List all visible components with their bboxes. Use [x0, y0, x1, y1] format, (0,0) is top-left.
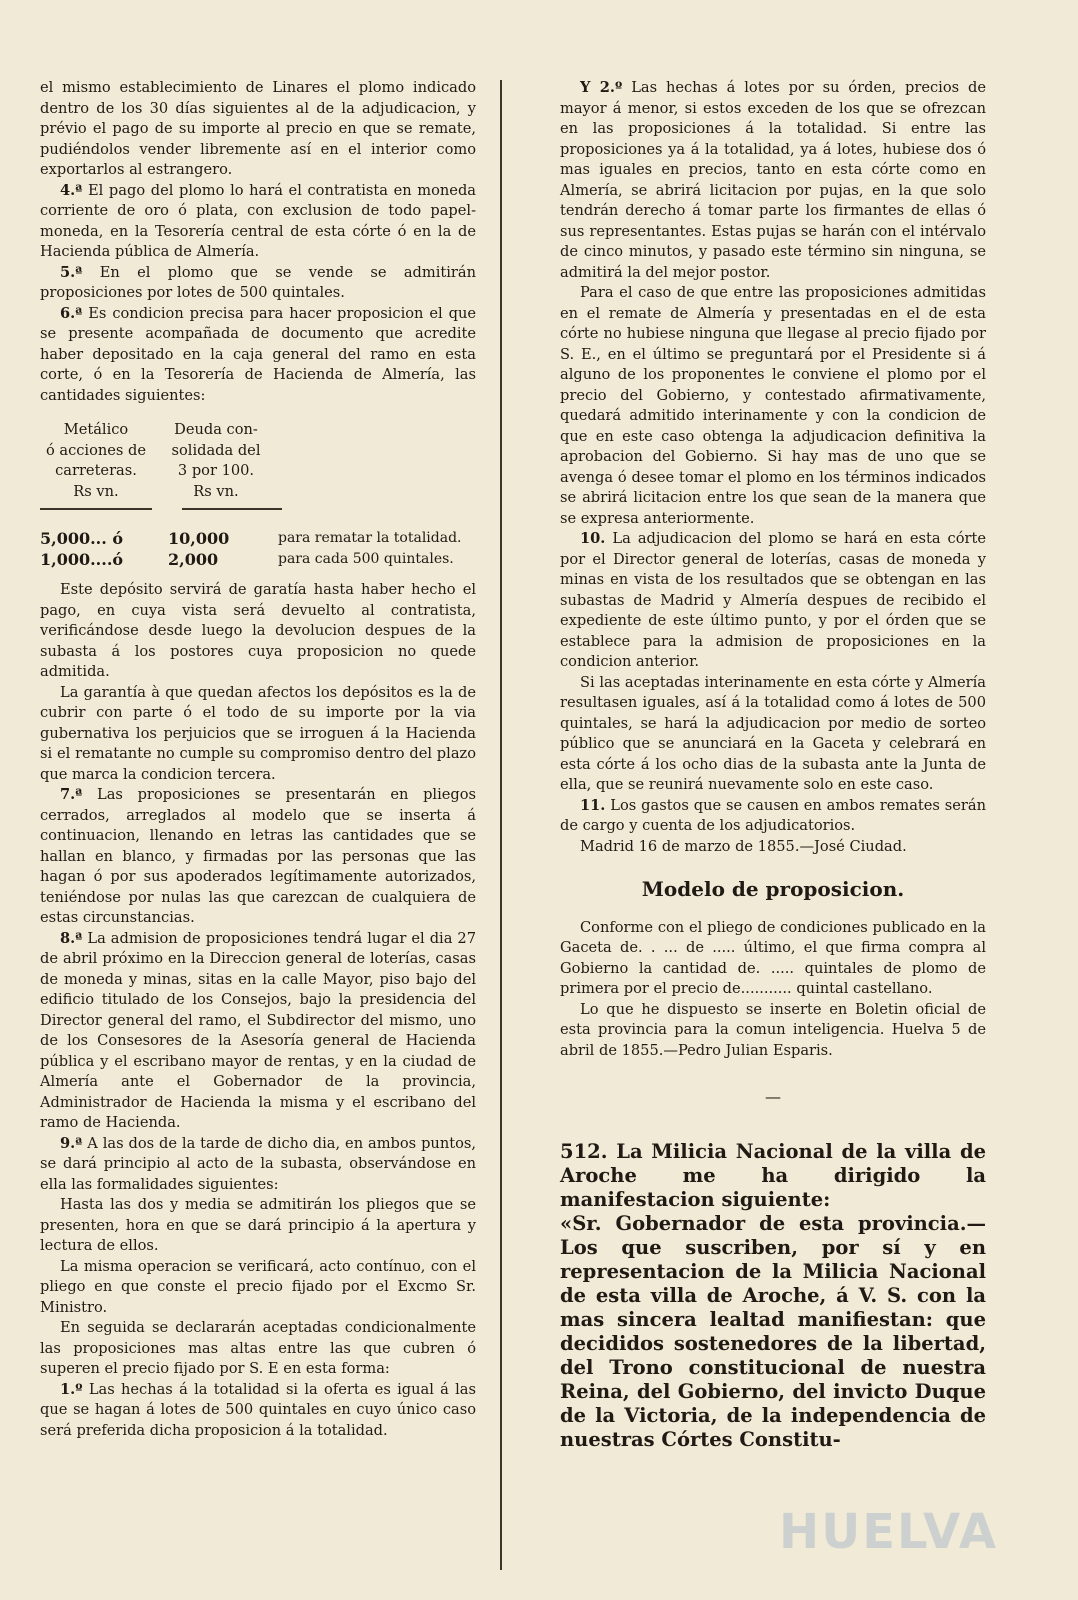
item-1 [40, 1380, 476, 1442]
deposit-header-line: Deuda con- [174, 421, 258, 438]
deposit-paragraph: Este depósito servirá de garatía hasta haber hecho el pago, en cuya vista será devuelto al contratista, verificándose desde luego la devolucion despues de la subasta á los postores cuya proposicion no quede admitida. [40, 581, 476, 680]
condition-5 [40, 263, 476, 304]
condition-8-text: La admision de proposiciones tendrá lugar el dia 27 de abril próximo en la Direccion general de loterías, casas de moneda y minas, sitas en la calle Mayor, piso bajo del edificio titulado de los Consejos, bajo la presidencia del Director general del ramo, el Subdirector del mismo, uno de los Consesores de la Asesoría general de Hacienda pública y el escribano mayor de rentas, y en la ciudad de Almería ante el Gobernador de la provincia, Administrador de Hacienda la misma y el escribano del ramo de Hacienda. [40, 929, 476, 1131]
item-2-text: Las hechas á lotes por su órden, precios de mayor á menor, si estos exceden de los que se ofrezcan en las proposiciones á la totalidad. Si entre las proposiciones ya á la totalidad, ya á lotes, hubiese dos ó mas iguales en precios, tanto en esta córte como en Almería, se abrirá licitacion por pujas, en la que solo tendrán derecho á tomar parte los firmantes de ellas ó sus representantes. Estas pujas se harán con el intérvalo de cinco minutos, y pasado este término sin ninguna, se admitirá la del mejor postor. [560, 79, 986, 281]
dispuesto-paragraph: Lo que he dispuesto se inserte en Boletin oficial de esta provincia para la comun inteligencia. Huelva 5 de abril de 1855.—Pedro Julian Esparis. [560, 1000, 986, 1059]
deposit-header-line: Metálico [63, 421, 129, 438]
hasta-paragraph: Hasta las dos y media se admitirán los pliegos que se presenten, hora en que se dará principio á la apertura y lectura de ellos. [40, 1196, 476, 1254]
deposit-header-metalico [40, 420, 152, 502]
amount-purpose: para rematar la totalidad. [278, 530, 462, 546]
condition-6-text: Es condicion precisa para hacer proposicion el que se presente acompañada de documento que acredite haber depositado en la caja general del ramo en esta corte, ó en la Tesorería de Hacienda de Almería, las cantidades siguientes: [40, 304, 476, 404]
left-column [40, 78, 476, 1441]
condition-11-text: Los gastos que se causen en ambos remates serán de cargo y cuenta de los adjudicatorios. [560, 796, 986, 834]
amount-metalico: 1,000....ó [40, 550, 124, 569]
amount-deuda: 10,000 [168, 529, 230, 548]
right-column [560, 78, 986, 1452]
milicia-section [560, 1140, 986, 1452]
condition-10 [560, 529, 986, 673]
misma-paragraph: La misma operacion se verificará, acto contínuo, con el pliego en que conste el precio fijado por el Excmo Sr. Ministro. [40, 1257, 476, 1316]
deposit-amounts [40, 528, 476, 570]
condition-8-number: 8.ª [60, 929, 83, 947]
condition-5-number: 5.ª [60, 263, 83, 281]
rule-line [182, 508, 282, 510]
amount-deuda: 2,000 [168, 550, 219, 569]
condition-7-number: 7.ª [60, 786, 83, 803]
deposit-table [40, 420, 476, 502]
aceptadas-paragraph: Si las aceptadas interinamente en esta córte y Almería resultasen iguales, así á la totalidad como á lotes de 500 quintales, se hará la adjudicacion por medio de sorteo público que se anunciará en la Gaceta y celebrará en esta córte á los ocho dias de la subasta ante la Junta de ella, que se reunirá nuevamente solo en este caso. [560, 673, 986, 793]
deposit-header-deuda [166, 420, 266, 502]
separator-dash: — [765, 1087, 781, 1106]
condition-4-number: 4.ª [60, 181, 83, 199]
amount-row [40, 549, 476, 570]
archive-watermark: HUELVA [779, 1504, 998, 1560]
deposit-rules [40, 508, 476, 510]
amount-metalico: 5,000... ó [40, 529, 124, 548]
condition-6 [40, 304, 476, 407]
item-1-number: 1.º [60, 1380, 83, 1398]
condition-4-text: El pago del plomo lo hará el contratista en moneda corriente de oro ó plata, con exclusion de todo papel-moneda, en la Tesorería central de esta córte ó en la de Hacienda pública de Almería. [40, 181, 476, 260]
madrid-signature: Madrid 16 de marzo de 1855.—José Ciudad. [580, 837, 907, 855]
sr-gobernador-paragraph: «Sr. Gobernador de esta provincia.— Los que suscriben, por sí y en representacion de la Milicia Nacional de esta villa de Aroche, á V. S. con la mas sincera lealtad manifiestan: que decididos sostenedores de la libertad, del Trono constitucional de nuestra Reina, del Gobierno, del invicto Duque de la Victoria, de la independencia de nuestras Córtes Constitu- [560, 1211, 986, 1451]
deposit-header-line: Rs vn. [73, 482, 119, 500]
deposit-header-line: solidada del [171, 441, 261, 459]
condition-9 [40, 1134, 476, 1196]
seguida-paragraph: En seguida se declararán aceptadas condicionalmente las proposiciones mas altas entre las que cubren ó superen el precio fijado por S. E en esta forma: [40, 1319, 476, 1377]
item-2 [560, 78, 986, 283]
deposit-header-line: 3 por 100. [177, 462, 255, 479]
intro-paragraph: el mismo establecimiento de Linares el plomo indicado dentro de los 30 días siguientes al de la adjudicacion, y prévio el pago de su importe al precio en que se remate, pudiéndolos vender libremente así en el interior como exportarlos al estrangero. [40, 79, 476, 178]
column-divider [500, 80, 502, 1570]
notice-512: 512. La Milicia Nacional de la villa de Aroche me ha dirigido la manifestacion siguiente: [560, 1139, 986, 1211]
condition-10-text: La adjudicacion del plomo se hará en esta córte por el Director general de loterías, casas de moneda y minas en vista de los resultados que se obtengan en las subastas de Madrid y Almería despues de recibido el expediente de este último punto, y por el órden que se establece para la admision de proposiciones en la condicion anterior. [560, 530, 986, 670]
condition-9-text: A las dos de la tarde de dicho dia, en ambos puntos, se dará principio al acto de la subasta, observándose en ella las formalidades siguientes: [40, 1134, 476, 1193]
deposit-header-line: carreteras. [55, 462, 137, 479]
caso-paragraph: Para el caso de que entre las proposiciones admitidas en el remate de Almería y presentadas en el de esta córte no hubiese ninguna que llegase al precio fijado por S. E., en el último se preguntará por el Presidente si á alguno de los proponentes le conviene el plomo por el precio del Gobierno, y contestado afirmativamente, quedará admitido interinamente y con la condicion de que en este caso obtenga la adjudicacion definitiva la aprobacion del Gobierno. Si hay mas de uno que se avenga ó desee tomar el plomo en los términos indicados se abrirá licitacion entre los que sean de la manera que se expresa anteriormente. [560, 284, 986, 527]
item-2-number: Y 2.º [580, 79, 623, 96]
amount-purpose: para cada 500 quintales. [278, 551, 454, 567]
condition-7 [40, 785, 476, 929]
condition-11 [560, 796, 986, 837]
condition-11-number: 11. [580, 796, 606, 814]
item-1-text: Las hechas á la totalidad si la oferta es igual á las que se hagan á lotes de 500 quintales en cuyo único caso será preferida dicha proposicion á la totalidad. [40, 1380, 476, 1439]
condition-10-number: 10. [580, 530, 606, 547]
condition-4 [40, 181, 476, 263]
section-title: Modelo de proposicion. [641, 877, 905, 901]
amount-row [40, 528, 476, 549]
condition-5-text: En el plomo que se vende se admitirán proposiciones por lotes de 500 quintales. [40, 263, 476, 301]
condition-9-number: 9.ª [60, 1134, 83, 1152]
condition-8 [40, 929, 476, 1134]
condition-6-number: 6.ª [60, 304, 83, 322]
conforme-paragraph: Conforme con el pliego de condiciones publicado en la Gaceta de. . ... de ..... último, el que firma compra al Gobierno la cantidad de. ..... quintales de plomo de primera por el precio de........... quintal castellano. [560, 918, 986, 997]
condition-7-text: Las proposiciones se presentarán en pliegos cerrados, arreglados al modelo que se inserta á continuacion, llenando en letras las cantidades que se hallan en blanco, y firmadas por las personas que las hagan ó por sus apoderados legítimamente autorizados, teniéndose por nulas las que carezcan de cualquiera de estas circunstancias. [40, 786, 476, 926]
rule-line [40, 508, 152, 510]
deposit-header-line: ó acciones de [45, 441, 147, 459]
garantia-paragraph: La garantía à que quedan afectos los depósitos es la de cubrir con parte ó el todo de su importe por la via gubernativa los perjuicios que se irroguen á la Hacienda si el rematante no cumple su compromiso dentro del plazo que marca la condicion tercera. [40, 683, 476, 783]
deposit-header-line: Rs vn. [193, 482, 239, 500]
